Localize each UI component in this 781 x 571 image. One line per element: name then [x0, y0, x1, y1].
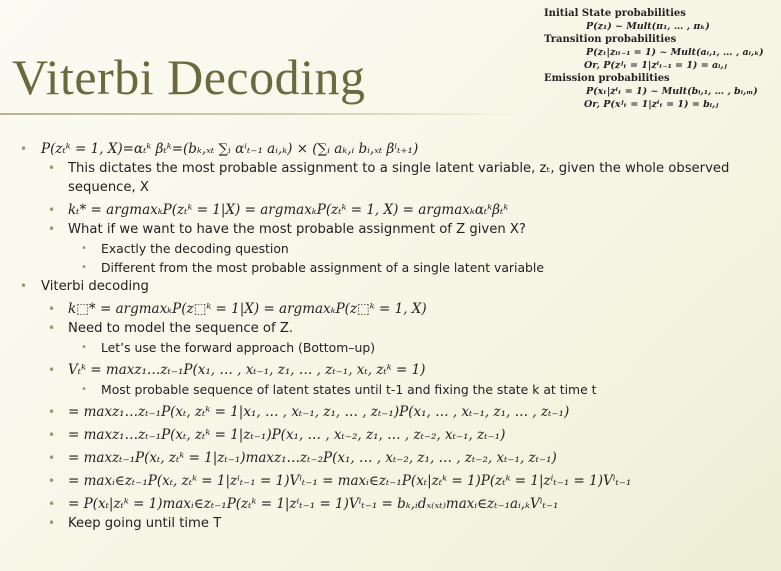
bullet-text: Let’s use the forward approach (Bottom–up) [101, 340, 376, 355]
bullet-marker: • [48, 516, 56, 530]
initial-heading: Initial State probabilities [544, 8, 686, 19]
bullet-joint-probability [20, 140, 770, 159]
bullet-marker: • [48, 451, 56, 465]
bullet-text: Need to model the sequence of Z. [68, 321, 294, 336]
bullet-marker: • [48, 321, 56, 335]
bullet-v-def [20, 361, 770, 380]
bullet-text: k⬚* = argmaxₖP(z⬚ᵏ = 1|X) = argmaxₖP(z⬚ᵏ = 1, X) [68, 301, 427, 317]
bullet-marker: • [81, 342, 87, 353]
bullet-text: P(zₜᵏ = 1, X)=αₜᵏ βₜᵏ=(bₖ,ₓₜ ∑ᵢ αⁱₜ₋₁ aᵢ,ₖ) × (∑ᵢ aₖ,ᵢ bᵢ,ₓₜ βⁱₜ₊₁) [41, 141, 419, 157]
bullet-marker: • [48, 363, 56, 377]
bullet-marker: • [48, 428, 56, 442]
bullet-marker: • [81, 243, 87, 254]
bullet-marker: • [81, 262, 87, 273]
bullet-text: This dictates the most probable assignment to a single latent variable, zₜ, given the whole observed sequence, X [68, 161, 730, 195]
emission-heading: Emission probabilities [544, 73, 670, 84]
bullet-forward [20, 338, 770, 357]
bullet-eq5 [20, 495, 770, 514]
initial-equation: P(z₁) ~ Mult(π₁, … , πₖ) [586, 21, 710, 32]
bullet-marker: • [48, 222, 56, 236]
bullet-text: kₜ* = argmaxₖP(zₜᵏ = 1|X) = argmaxₖP(zₜᵏ = 1, X) = argmaxₖαₜᵏβₜᵏ [68, 202, 509, 218]
transition-equation: P(zₜ|zᵢₜ₋₁ = 1) ~ Mult(aᵢ,₁, … , aᵢ,ₖ) [586, 47, 764, 58]
bullet-viterbi [20, 277, 770, 296]
bullet-model-sequence [20, 319, 770, 338]
bullet-text: Vₜᵏ = maxz₁…zₜ₋₁P(x₁, … , xₜ₋₁, z₁, … , zₜ₋₁, xₜ, zₜᵏ = 1) [68, 362, 426, 378]
bullet-text: = maxzₜ₋₁P(xₜ, zₜᵏ = 1|zₜ₋₁)maxz₁…zₜ₋₂P(x₁, … , xₜ₋₂, z₁, … , zₜ₋₂, xₜ₋₁, zₜ₋₁) [68, 450, 557, 466]
slide-title: Viterbi Decoding [12, 49, 366, 105]
bullet-decoding-question [20, 239, 770, 258]
bullet-keep-going [20, 514, 770, 533]
bullet-single-variable [20, 159, 758, 197]
bullet-text: Exactly the decoding question [101, 241, 289, 256]
bullet-marker: • [48, 497, 56, 511]
bullet-marker: • [48, 203, 56, 217]
bullet-marker: • [20, 279, 28, 293]
bullet-marker: • [20, 142, 28, 156]
bullet-eq2 [20, 426, 770, 445]
bullet-text: = P(xₜ|zₜᵏ = 1)maxᵢ∈zₜ₋₁P(zₜᵏ = 1|zⁱₜ₋₁ = 1)Vⁱₜ₋₁ = bₖ,ᵢdₓ₍ₓₜ₎maxᵢ∈zₜ₋₁aᵢ,ₖVⁱₜ₋₁ [68, 496, 559, 512]
bullet-marker: • [81, 384, 87, 395]
probability-definitions [544, 7, 774, 111]
emission-or-equation: Or, P(xʲₜ = 1|zⁱₜ = 1) = bᵢ,ⱼ [584, 99, 719, 110]
bullet-text: Different from the most probable assignment of a single latent variable [101, 260, 544, 275]
slide-body [20, 140, 770, 533]
bullet-marker: • [48, 474, 56, 488]
bullet-marker: • [48, 161, 56, 175]
bullet-marker: • [48, 302, 56, 316]
transition-heading: Transition probabilities [544, 34, 677, 45]
bullet-text: = maxᵢ∈zₜ₋₁P(xₜ, zₜᵏ = 1|zⁱₜ₋₁ = 1)Vⁱₜ₋₁ = maxᵢ∈zₜ₋₁P(xₜ|zₜᵏ = 1)P(zₜᵏ = 1|zⁱₜ₋₁ = 1)Vⁱₜ₋₁ [68, 473, 632, 489]
bullet-text: = maxz₁…zₜ₋₁P(xₜ, zₜᵏ = 1|zₜ₋₁)P(x₁, … , xₜ₋₂, z₁, … , zₜ₋₂, xₜ₋₁, zₜ₋₁) [68, 427, 506, 443]
emission-equation: P(xₜ|zⁱₜ = 1) ~ Mult(bᵢ,₁, … , bᵢ,ₘ) [586, 86, 758, 97]
bullet-argmax [20, 201, 770, 220]
bullet-question [20, 220, 770, 239]
bullet-k-star [20, 300, 770, 319]
bullet-different [20, 258, 770, 277]
bullet-text: Keep going until time T [68, 516, 222, 531]
bullet-eq1 [20, 403, 770, 422]
bullet-text: What if we want to have the most probable assignment of Z given X? [68, 222, 526, 237]
title-divider [0, 113, 520, 115]
bullet-marker: • [48, 405, 56, 419]
bullet-text: Most probable sequence of latent states until t-1 and fixing the state k at time t [101, 382, 597, 397]
bullet-eq4 [20, 472, 770, 491]
bullet-text: = maxz₁…zₜ₋₁P(xₜ, zₜᵏ = 1|x₁, … , xₜ₋₁, z₁, … , zₜ₋₁)P(x₁, … , xₜ₋₁, z₁, … , zₜ₋₁) [68, 404, 570, 420]
bullet-text: Viterbi decoding [41, 279, 149, 294]
bullet-most-probable [20, 380, 770, 399]
transition-or-equation: Or, P(zʲₜ = 1|zⁱₜ₋₁ = 1) = aᵢ,ⱼ [584, 60, 727, 71]
bullet-eq3 [20, 449, 770, 468]
